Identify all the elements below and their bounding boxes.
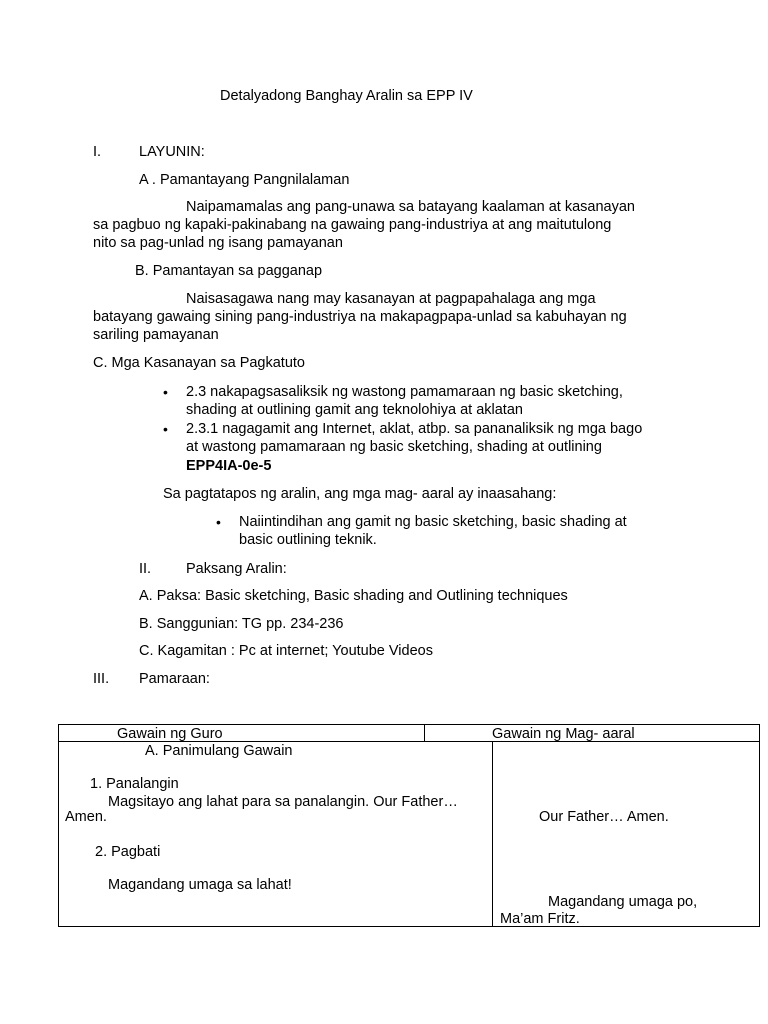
section-2-label: Paksang Aralin: xyxy=(186,561,287,577)
section-1-label: LAYUNIN: xyxy=(139,144,205,160)
teacher-column-header: Gawain ng Guro xyxy=(117,726,223,742)
teacher-prayer-line1: Magsitayo ang lahat para sa panalangin. Our Father… xyxy=(108,794,458,810)
student-column-header: Gawain ng Mag- aaral xyxy=(492,726,635,742)
subsection-b-heading: B. Pamantayan sa pagganap xyxy=(135,263,323,279)
teacher-item-prayer: 1. Panalangin xyxy=(90,776,179,792)
section-1-number: I. xyxy=(93,144,102,160)
teacher-phase-heading: A. Panimulang Gawain xyxy=(145,743,293,759)
subsection-a-line2: sa pagbuo ng kapaki-pakinabang na gawaing pang-industriya at ang maitutulong xyxy=(93,217,612,233)
student-prayer-response: Our Father… Amen. xyxy=(539,809,669,825)
table-header-divider xyxy=(424,724,425,742)
student-greeting-line2: Ma’am Fritz. xyxy=(500,911,580,927)
competency-2-line1: 2.3.1 nagagamit ang Internet, aklat, atbp. sa pananaliksik ng mga bago xyxy=(186,421,643,437)
teacher-greeting-line: Magandang umaga sa lahat! xyxy=(108,877,292,893)
bullet-marker: • xyxy=(163,384,168,400)
subsection-b-line1: Naisasagawa nang may kasanayan at pagpapahalaga ang mga xyxy=(186,291,596,307)
subsection-a-line1: Naipamamalas ang pang-unawa sa batayang kaalaman at kasanayan xyxy=(186,199,635,215)
teacher-prayer-line2: Amen. xyxy=(65,809,107,825)
competency-1-line1: 2.3 nakapagsasaliksik ng wastong pamamaraan ng basic sketching, xyxy=(186,384,623,400)
section-3-number: III. xyxy=(93,671,110,687)
bullet-marker: • xyxy=(163,421,168,437)
subsection-a-heading: A . Pamantayang Pangnilalaman xyxy=(139,172,350,188)
objective-line2: basic outlining teknik. xyxy=(239,532,377,548)
competency-1-line2: shading at outlining gamit ang teknolohiya at aklatan xyxy=(186,402,523,418)
sanggunian-line: B. Sanggunian: TG pp. 234-236 xyxy=(139,616,344,632)
kagamitan-line: C. Kagamitan : Pc at internet; Youtube Videos xyxy=(139,643,433,659)
competency-2-line2: at wastong pamamaraan ng basic sketching, shading at outlining xyxy=(186,439,602,455)
section-2-number: II. xyxy=(139,561,152,577)
student-greeting-line1: Magandang umaga po, xyxy=(548,894,698,910)
teacher-item-greeting: 2. Pagbati xyxy=(95,844,161,860)
subsection-b-line3: sariling pamayanan xyxy=(93,327,219,343)
table-body-divider xyxy=(492,741,493,927)
subsection-b-line2: batayang gawaing sining pang-industriya na makapagpapa-unlad sa kabuhayan ng xyxy=(93,309,627,325)
subsection-c-heading: C. Mga Kasanayan sa Pagkatuto xyxy=(93,355,305,371)
competency-code: EPP4IA-0e-5 xyxy=(186,458,272,474)
expectation-intro: Sa pagtatapos ng aralin, ang mga mag- aaral ay inaasahang: xyxy=(163,486,557,502)
document-title: Detalyadong Banghay Aralin sa EPP IV xyxy=(220,88,473,104)
subsection-a-line3: nito sa pag-unlad ng isang pamayanan xyxy=(93,235,343,251)
objective-line1: Naiintindihan ang gamit ng basic sketching, basic shading at xyxy=(239,514,627,530)
bullet-marker: • xyxy=(216,514,221,530)
section-3-label: Pamaraan: xyxy=(139,671,210,687)
paksa-line: A. Paksa: Basic sketching, Basic shading and Outlining techniques xyxy=(139,588,568,604)
